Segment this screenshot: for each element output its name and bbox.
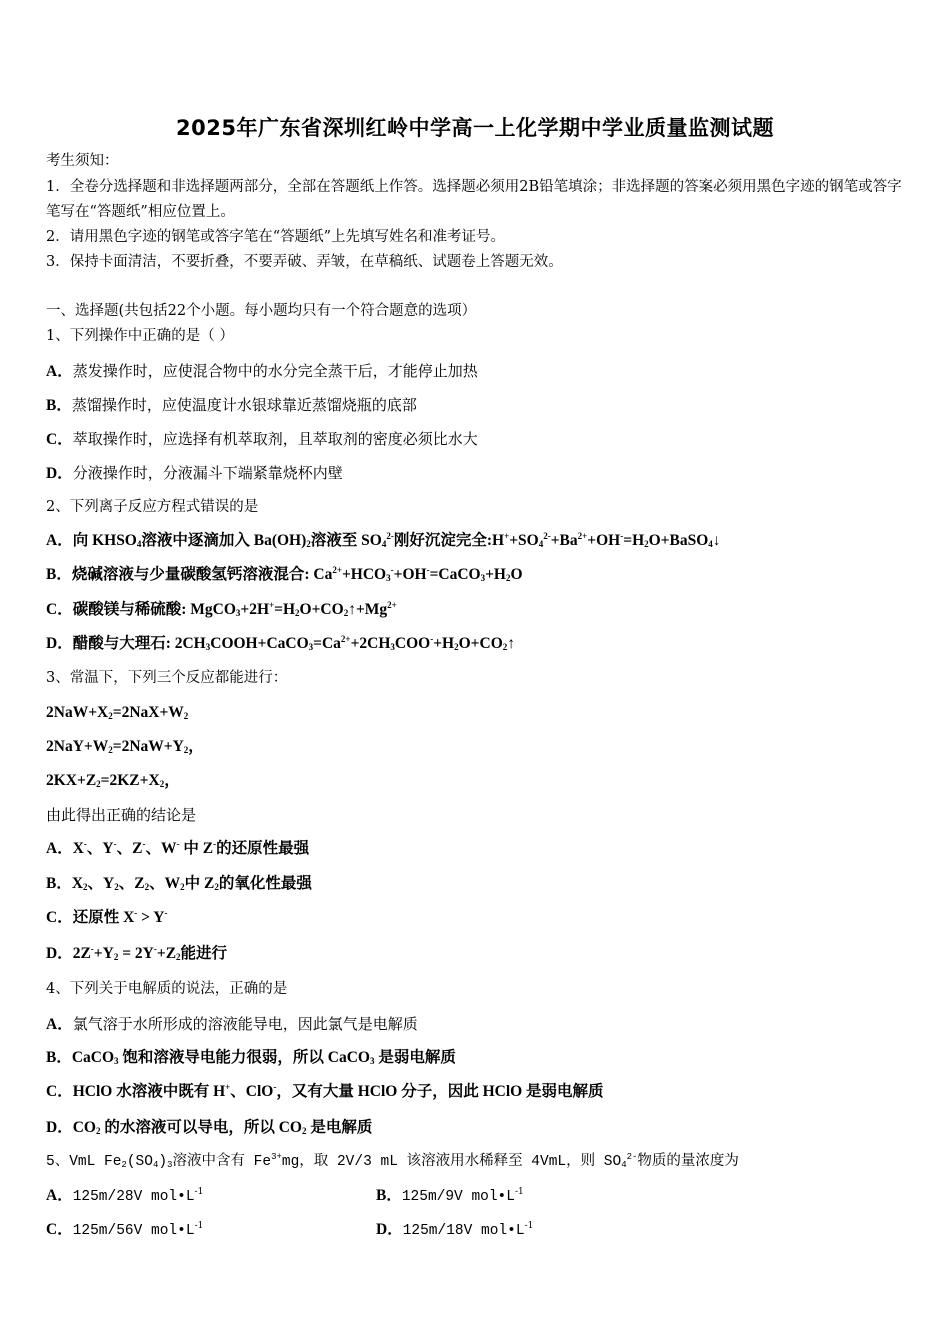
page-title: 2025年广东省深圳红岭中学高一上化学期中学业质量监测试题: [176, 116, 774, 140]
q2-option-a: A．向 $KHSO_4$溶液中逐滴加入 $Ba(OH)_2$溶液至 $SO_4^{2-}$刚好沉淀完全$:H^++SO_4^{2-}+Ba^{2+}+OH^-=H_2O+BaSO_4↓$: [46, 531, 721, 549]
q4-option-a: A．氯气溶于水所形成的溶液能导电，因此氯气是电解质: [46, 1015, 418, 1033]
q3-reaction-3: $2KX+Z_2=2KZ+X_2$，: [46, 772, 180, 789]
q4-option-d: D．$CO_2$ 的水溶液可以导电，所以 $CO_2$ 是电解质: [46, 1119, 373, 1136]
q3-reaction-2: $2NaY+W_2=2NaW+Y_2$，: [46, 738, 204, 755]
q3-reaction-1: $2NaW+X_2=2NaX+W_2$: [46, 704, 189, 721]
notice-item-2: 2．请用黑色字迹的钢笔或答字笔在“答题纸”上先填写姓名和准考证号。: [46, 229, 506, 245]
question-5-stem: 5、VmL $Fe_2(SO_4)_3$溶液中含有 $Fe^{3+}mg$，取 2V/3 mL 该溶液用水稀释至 4VmL，则 $SO_4^{2-}$物质的量浓度为: [46, 1152, 739, 1170]
q3-option-b: B．$X_2$、$Y_2$、$Z_2$、$W_2$中 $Z_2$的氧化性最强: [46, 875, 312, 892]
q4-option-b: B．CaCO$_3$ 饱和溶液导电能力很弱，所以 CaCO$_3$ 是弱电解质: [46, 1049, 456, 1066]
q3-option-a: A．X-、Y-、Z-、W- 中 Z-的还原性最强: [46, 839, 310, 857]
notice-item-1: 1．全卷分选择题和非选择题两部分，全部在答题纸上作答。选择题必须用2B铅笔填涂；非选择题的答案必须用黑色字迹的钢笔或答字笔写在“答题纸”相应位置上。: [46, 179, 902, 220]
q5-option-a: A．125m/28V $mol•L^{-1}$: [46, 1187, 204, 1205]
notice-item-3: 3．保持卡面清洁，不要折叠，不要弄破、弄皱，在草稿纸、试题卷上答题无效。: [46, 254, 563, 270]
q1-option-b: B．蒸馏操作时，应使温度计水银球靠近蒸馏烧瓶的底部: [46, 396, 417, 414]
q3-option-c: C．还原性 X- > Y-: [46, 908, 168, 926]
q5-option-d: D．125m/18V $mol•L^{-1}$: [376, 1221, 534, 1239]
q5-option-c: C．125m/56V $mol•L^{-1}$: [46, 1221, 204, 1239]
q1-option-c: C．萃取操作时，应选择有机萃取剂，且萃取剂的密度必须比水大: [46, 430, 478, 448]
q2-option-c: C．碳酸镁与稀硫酸: $MgCO_3+2H^+=H_2O+CO_2↑+Mg^{2+}$: [46, 600, 397, 618]
question-3-stem: 3、常温下，下列三个反应都能进行：: [46, 670, 288, 686]
question-4-stem: 4、下列关于电解质的说法，正确的是: [46, 981, 288, 997]
q3-lead: 由此得出正确的结论是: [46, 806, 197, 824]
q5-option-b: B．125m/9V $mol•L^{-1}$: [376, 1187, 524, 1205]
q4-option-c: C．HClO 水溶液中既有 H+、ClO-，又有大量 HClO 分子，因此 HClO 是弱电解质: [46, 1082, 604, 1100]
section-heading: 一、选择题(共包括22个小题。每小题均只有一个符合题意的选项）: [46, 303, 477, 319]
q1-option-a: A．蒸发操作时，应使混合物中的水分完全蒸干后，才能停止加热: [46, 362, 478, 380]
q3-option-d: D．$2Z^-+Y_2 = 2Y^-+Z_2$能进行: [46, 944, 228, 962]
notice-heading: 考生须知：: [46, 153, 119, 169]
question-2-stem: 2、下列离子反应方程式错误的是: [46, 499, 259, 515]
question-1-stem: 1、下列操作中正确的是（ ）: [46, 328, 234, 344]
q2-option-b: B．烧碱溶液与少量碳酸氢钙溶液混合: $Ca^{2+}+HCO_3^-+OH^-=CaCO_3+H_2O$: [46, 565, 523, 583]
q1-option-d: D．分液操作时，分液漏斗下端紧靠烧杯内壁: [46, 464, 343, 482]
q2-option-d: D．醋酸与大理石: $2CH_3COOH+CaCO_3=Ca^{2+}+2CH_3COO^-+H_2O+CO_2↑$: [46, 634, 515, 652]
